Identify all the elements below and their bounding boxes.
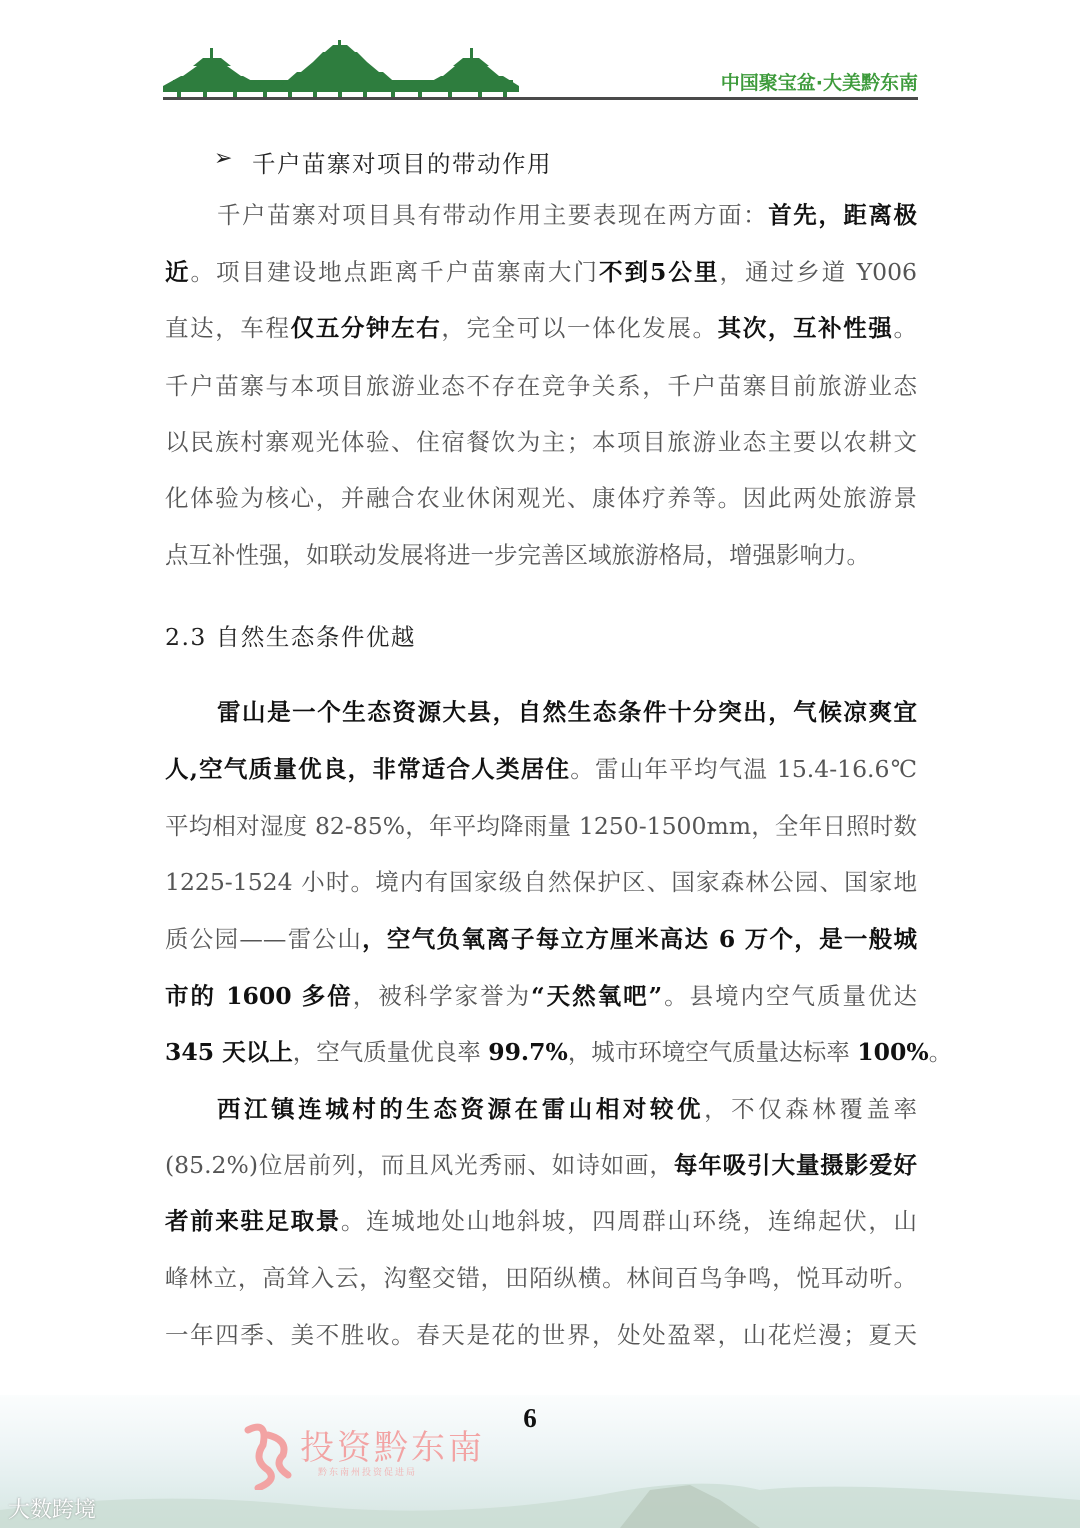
bold-text: 每年吸引大量摄影爱好 — [673, 1151, 917, 1179]
mountain-silhouette — [0, 1470, 1080, 1528]
text-run: ，被科学家誉为 — [352, 982, 532, 1010]
bold-text: 不到5公里 — [599, 258, 720, 286]
text-line — [165, 811, 917, 841]
watermark-logo-mark — [238, 1420, 298, 1490]
text-line — [165, 754, 917, 784]
bold-text: ，空气负氧离子每立方厘米高达 6 万个，是一般城 — [362, 925, 918, 953]
page-number: 6 — [523, 1403, 537, 1433]
bold-text: 者前来驻足取景 — [165, 1207, 341, 1235]
text-run: 1225-1524 小时。境内有国家级自然保护区、国家森林公园、国家地 — [165, 868, 917, 896]
text-line — [165, 1320, 917, 1350]
text-run: 。县境内空气质量优达 — [662, 982, 917, 1010]
text-run: 一年四季、美不胜收。春天是花的世界，处处盈翠，山花烂漫；夏天 — [165, 1321, 917, 1349]
header-slogan: 中国聚宝盆·大美黔东南 — [720, 72, 918, 94]
subsection-heading: 千户苗寨对项目的带动作用 — [252, 150, 552, 178]
text-run: 平均相对湿度 82-85%，年平均降雨量 1250-1500mm，全年日照时数 — [165, 812, 917, 840]
text-line — [165, 1150, 917, 1180]
text-run: ，通过乡道 Y006 — [719, 258, 918, 286]
text-line — [165, 257, 917, 287]
text-line — [165, 1037, 953, 1067]
watermark-logo: 投资黔东南 — [300, 1428, 485, 1468]
text-run: 。 — [893, 314, 918, 342]
text-run: 化体验为核心，并融合农业休闲观光、康体疗养等。因此两处旅游景 — [165, 484, 917, 512]
text-line — [165, 313, 917, 343]
section-heading: 2.3 自然生态条件优越 — [165, 623, 416, 651]
text-line — [165, 697, 917, 727]
pagoda-bridge-logo — [163, 40, 519, 98]
text-run: ，完全可以一体化发展。 — [441, 314, 718, 342]
text-line — [165, 540, 917, 570]
text-run: ，不仅森林覆盖率 — [704, 1095, 918, 1123]
text-run: 千户苗寨与本项目旅游业态不存在竞争关系，千户苗寨目前旅游业态 — [165, 372, 917, 400]
text-run: 。雷山年平均气温 15.4-16.6℃ — [570, 755, 917, 783]
text-run: (85.2%)位居前列，而且风光秀丽、如诗如画， — [165, 1151, 674, 1179]
watermark-subtitle: 黔东南州投资促进局 — [318, 1468, 418, 1478]
bold-text: 其次，互补性强 — [717, 314, 894, 342]
text-run: 峰林立，高耸入云，沟壑交错，田陌纵横。林间百鸟争鸣，悦耳动听。 — [165, 1264, 917, 1292]
corner-watermark: 大数跨境 — [8, 1498, 97, 1523]
bold-text: 市的 1600 多倍 — [165, 982, 353, 1010]
bold-text: 近 — [165, 258, 191, 286]
bold-text: 99.7% — [488, 1038, 568, 1066]
text-run: ，城市环境空气质量达标率 — [567, 1038, 858, 1066]
text-line — [165, 981, 917, 1011]
text-run: 质公园——雷公山 — [165, 925, 363, 953]
bold-text: 雷山是一个生态资源大县，自然生态条件十分突出，气候凉爽宜 — [217, 698, 917, 726]
bold-text: 人,空气质量优良，非常适合人类居住 — [165, 755, 571, 783]
text-line — [165, 1263, 917, 1293]
bold-text: “天然氧吧” — [531, 982, 663, 1010]
header-divider — [163, 97, 918, 100]
text-line — [165, 867, 917, 897]
text-run: 直达，车程 — [165, 314, 291, 342]
bold-text: 345 天以上 — [165, 1038, 293, 1066]
bold-text: 首先，距离极 — [768, 201, 918, 229]
text-run: ，空气质量优良率 — [292, 1038, 489, 1066]
bold-text: 100% — [857, 1038, 929, 1066]
bold-text: 西江镇连城村的生态资源在雷山相对较优 — [217, 1095, 705, 1123]
text-line — [165, 1094, 917, 1124]
text-run: 。连城地处山地斜坡，四周群山环绕，连绵起伏，山 — [340, 1207, 918, 1235]
text-line — [165, 1206, 917, 1236]
text-line — [165, 200, 917, 230]
text-line — [165, 427, 917, 457]
text-run: 点互补性强，如联动发展将进一步完善区域旅游格局，增强影响力。 — [165, 541, 870, 569]
bold-text: 仅五分钟左右 — [290, 314, 442, 342]
text-run: 千户苗寨对项目具有带动作用主要表现在两方面： — [217, 201, 769, 229]
text-line — [165, 483, 917, 513]
text-run: 以民族村寨观光体验、住宿餐饮为主；本项目旅游业态主要以农耕文 — [165, 428, 917, 456]
text-run: 。 — [928, 1038, 953, 1066]
text-line — [165, 371, 917, 401]
text-line — [165, 924, 917, 954]
text-run: 。项目建设地点距离千户苗寨南大门 — [190, 258, 599, 286]
arrow-bullet-icon: ➢ — [214, 146, 233, 171]
